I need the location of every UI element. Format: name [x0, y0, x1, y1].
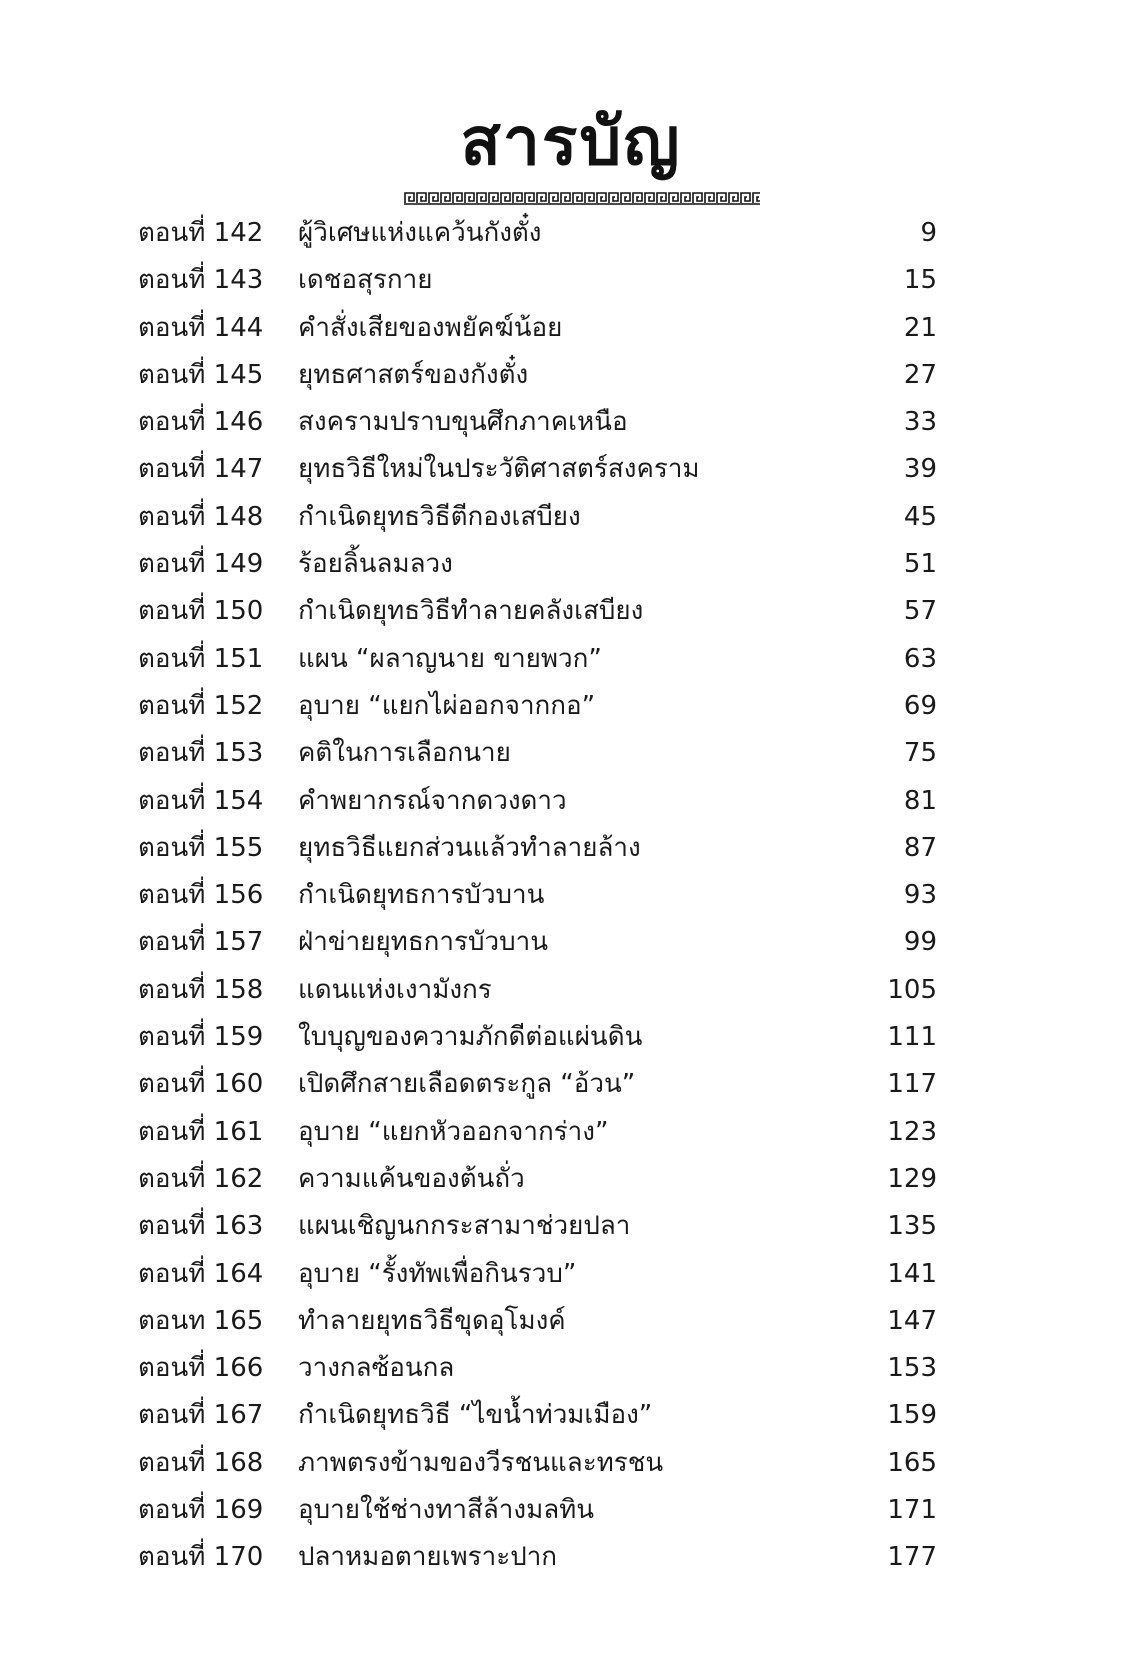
toc-entry[interactable] [0, 399, 1142, 446]
toc-entry[interactable] [0, 872, 1142, 919]
chapter-number: ตอนที่ 154 [138, 785, 264, 816]
chapter-number: ตอนที่ 168 [138, 1447, 264, 1478]
chapter-number: ตอนท 165 [138, 1305, 264, 1336]
page-number: 99 [903, 927, 937, 958]
page-number: 159 [887, 1400, 937, 1431]
chapter-title: ผู้วิเศษแห่งแคว้นกังตั๋ง [298, 218, 542, 248]
chapter-title: แผนเชิญนกกระสามาช่วยปลา [298, 1211, 631, 1242]
toc-entry[interactable] [0, 778, 1142, 825]
chapter-title: ยุทธศาสตร์ของกังตั๋ง [298, 359, 529, 390]
toc-entry[interactable] [0, 446, 1142, 493]
chapter-number: ตอนที่ 169 [138, 1495, 264, 1526]
toc-entry[interactable] [0, 1203, 1142, 1250]
chapter-title: คำพยากรณ์จากดวงดาว [298, 785, 567, 816]
chapter-title: กำเนิดยุทธวิธีตีกองเสบียง [298, 501, 581, 532]
chapter-number: ตอนที่ 164 [138, 1258, 264, 1289]
chapter-number: ตอนที่ 162 [138, 1163, 264, 1194]
chapter-number: ตอนที่ 147 [138, 454, 264, 485]
chapter-title: ยุทธวิธีใหม่ในประวัติศาสตร์สงคราม [298, 454, 700, 485]
chapter-title: แผน “ผลาญนาย ขายพวก” [298, 643, 602, 674]
toc-entry[interactable] [0, 1487, 1142, 1534]
chapter-title: ปลาหมอตายเพราะปาก [298, 1542, 558, 1573]
greek-key-border-icon [404, 191, 760, 205]
chapter-title: ร้อยลิ้นลมลวง [298, 549, 453, 580]
page-number: 63 [903, 643, 937, 674]
page-number: 153 [887, 1353, 937, 1384]
chapter-number: ตอนที่ 143 [138, 265, 264, 296]
toc-entry[interactable] [0, 1392, 1142, 1439]
chapter-number: ตอนที่ 150 [138, 596, 264, 627]
chapter-number: ตอนที่ 166 [138, 1353, 264, 1384]
page-number: 171 [887, 1495, 937, 1526]
chapter-number: ตอนที่ 157 [138, 927, 264, 958]
toc-entry[interactable] [0, 919, 1142, 966]
page-number: 141 [887, 1258, 937, 1289]
page-number: 93 [903, 880, 937, 911]
toc-entry[interactable] [0, 210, 1142, 257]
toc-entry[interactable] [0, 257, 1142, 304]
page-number: 87 [903, 832, 937, 863]
chapter-number: ตอนที่ 153 [138, 738, 264, 769]
chapter-number: ตอนที่ 146 [138, 407, 264, 438]
page-number: 147 [887, 1305, 937, 1336]
toc-entry[interactable] [0, 305, 1142, 352]
page-number: 39 [903, 454, 937, 485]
toc-entry[interactable] [0, 1156, 1142, 1203]
page-number: 81 [903, 785, 937, 816]
chapter-number: ตอนที่ 161 [138, 1116, 264, 1147]
chapter-title: วางกลซ้อนกล [298, 1353, 455, 1384]
chapter-title: คติในการเลือกนาย [298, 738, 511, 769]
toc-entry[interactable] [0, 825, 1142, 872]
chapter-title: สงครามปราบขุนศึกภาคเหนือ [298, 407, 628, 438]
chapter-title: ภาพตรงข้ามของวีรชนและทรชน [298, 1447, 664, 1478]
toc-entry[interactable] [0, 494, 1142, 541]
chapter-title: กำเนิดยุทธวิธีทำลายคลังเสบียง [298, 596, 644, 627]
page-number: 165 [887, 1447, 937, 1478]
page-number: 45 [903, 501, 937, 532]
chapter-number: ตอนที่ 142 [138, 218, 264, 248]
chapter-title: ทำลายยุทธวิธีขุดอุโมงค์ [298, 1305, 566, 1336]
chapter-title: อุบาย “แยกหัวออกจากร่าง” [298, 1116, 609, 1147]
toc-entry[interactable] [0, 588, 1142, 635]
chapter-number: ตอนที่ 145 [138, 359, 264, 390]
chapter-number: ตอนที่ 160 [138, 1069, 264, 1100]
page-number: 105 [887, 974, 937, 1005]
page-number: 111 [887, 1022, 937, 1053]
page-number: 9 [920, 218, 937, 248]
toc-entry[interactable] [0, 1251, 1142, 1298]
toc-entry[interactable] [0, 1109, 1142, 1156]
chapter-number: ตอนที่ 167 [138, 1400, 264, 1431]
toc-entry[interactable] [0, 1534, 1142, 1581]
chapter-title: ใบบุญของความภักดีต่อแผ่นดิน [298, 1022, 643, 1053]
chapter-number: ตอนที่ 149 [138, 549, 264, 580]
chapter-title: ความแค้นของต้นถั่ว [298, 1163, 525, 1194]
chapter-number: ตอนที่ 144 [138, 312, 264, 343]
page-number: 51 [903, 549, 937, 580]
chapter-title: ฝ่าข่ายยุทธการบัวบาน [298, 927, 548, 958]
chapter-number: ตอนที่ 163 [138, 1211, 264, 1242]
page-number: 129 [887, 1163, 937, 1194]
chapter-number: ตอนที่ 159 [138, 1022, 264, 1053]
page-number: 57 [903, 596, 937, 627]
chapter-number: ตอนที่ 152 [138, 690, 264, 721]
page-number: 15 [903, 265, 937, 296]
chapter-title: คำสั่งเสียของพยัคฆ์น้อย [298, 312, 563, 343]
chapter-number: ตอนที่ 151 [138, 643, 264, 674]
toc-entry[interactable] [0, 541, 1142, 588]
toc-entry[interactable] [0, 352, 1142, 399]
chapter-title: แดนแห่งเงามังกร [298, 974, 492, 1005]
chapter-title: กำเนิดยุทธการบัวบาน [298, 880, 545, 911]
page-number: 135 [887, 1211, 937, 1242]
toc-entry[interactable] [0, 1014, 1142, 1061]
page-number: 33 [903, 407, 937, 438]
chapter-number: ตอนที่ 156 [138, 880, 264, 911]
toc-entry[interactable] [0, 1440, 1142, 1487]
page-number: 21 [903, 312, 937, 343]
page-number: 27 [903, 359, 937, 390]
toc-entry[interactable] [0, 683, 1142, 730]
page-number: 117 [887, 1069, 937, 1100]
chapter-number: ตอนที่ 170 [138, 1542, 264, 1573]
chapter-title: อุบาย “แยกไผ่ออกจากกอ” [298, 690, 596, 721]
chapter-title: ยุทธวิธีแยกส่วนแล้วทำลายล้าง [298, 832, 641, 863]
chapter-number: ตอนที่ 148 [138, 501, 264, 532]
table-of-contents [0, 210, 1142, 1582]
page-number: 177 [887, 1542, 937, 1573]
chapter-title: เดชอสุรกาย [298, 265, 433, 296]
toc-entry[interactable] [0, 1061, 1142, 1108]
chapter-title: เปิดศึกสายเลือดตระกูล “อ้วน” [298, 1069, 636, 1100]
toc-entry[interactable] [0, 967, 1142, 1014]
chapter-number: ตอนที่ 158 [138, 974, 264, 1005]
page-number: 123 [887, 1116, 937, 1147]
toc-entry[interactable] [0, 636, 1142, 683]
page-number: 75 [903, 738, 937, 769]
page-title: สารบัญ [460, 102, 682, 181]
chapter-number: ตอนที่ 155 [138, 832, 264, 863]
toc-entry[interactable] [0, 730, 1142, 777]
toc-entry[interactable] [0, 1298, 1142, 1345]
page-number: 69 [903, 690, 937, 721]
chapter-title: อุบาย “รั้งทัพเพื่อกินรวบ” [298, 1258, 577, 1289]
toc-entry[interactable] [0, 1345, 1142, 1392]
chapter-title: อุบายใช้ช่างทาสีล้างมลทิน [298, 1495, 595, 1526]
chapter-title: กำเนิดยุทธวิธี “ไขน้ำท่วมเมือง” [298, 1400, 653, 1431]
